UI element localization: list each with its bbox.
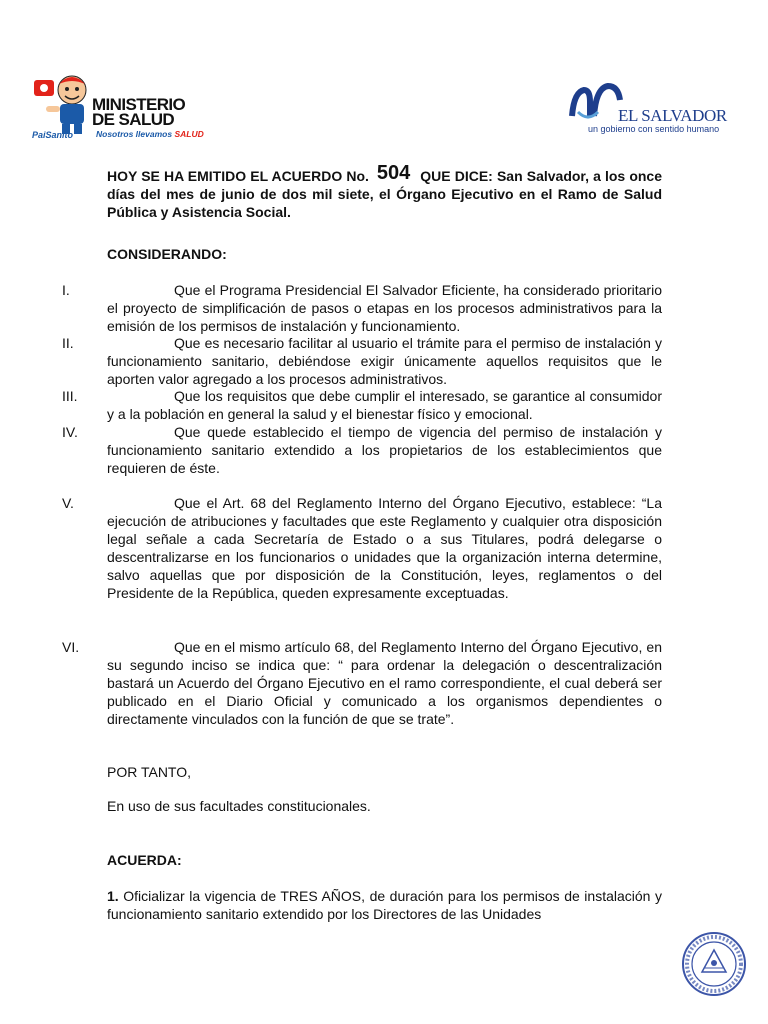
acuerda-heading: ACUERDA: xyxy=(107,852,182,868)
tagline-prefix: Nosotros llevamos xyxy=(96,129,173,139)
considerando-text: Que en el mismo artículo 68, del Reglamento Interno del Órgano Ejecutivo, en su segundo inciso se indica que: “ para ordenar la delegación o descentralización bastará un Acuerdo del Órgano Ejecutivo en el ramo correspondiente, el cual deberá ser publicado en el Diario Oficial y comunicado a los organismos dependientes o directamente vinculados con la función de que se trate”. xyxy=(107,639,662,727)
el-salvador-wordmark: EL SALVADOR xyxy=(618,106,727,125)
ministry-name-line2: DE SALUD xyxy=(92,110,175,129)
paisanito-brand: PaiSanito xyxy=(32,130,74,140)
acuerdo-intro xyxy=(107,162,662,221)
tagline-highlight: SALUD xyxy=(174,129,204,139)
acuerdo-number: 504 xyxy=(376,162,411,184)
considerando-text: Que el Art. 68 del Reglamento Interno del Órgano Ejecutivo, establece: “La ejecución de atribuciones y facultades que este Reglamento y cualquier otra disposición legal señale a cada Secretaría de Estado o a sus Titulares, podrá delegarse o descentralizarse en los funcionarios o unidades que la organización interna determine, salvo aquellas que por disposición de la Constitución, leyes, reglamentos o del Presidente de la República, queden expresamente exceptuadas. xyxy=(107,495,662,601)
considerando-numeral: II. xyxy=(62,335,74,351)
facultades-text: En uso de sus facultades constitucionales. xyxy=(107,798,371,814)
ministerio-de-salud-logo xyxy=(32,68,212,146)
official-seal-stamp-icon xyxy=(680,930,748,998)
considerando-numeral: IV. xyxy=(62,424,78,440)
el-salvador-government-logo xyxy=(568,80,738,140)
por-tanto: POR TANTO, xyxy=(107,764,192,780)
considerando-numeral: III. xyxy=(62,388,78,404)
acuerdo-item-text: Oficializar la vigencia de TRES AÑOS, de duración para los permisos de instalación y funcionamiento sanitario extendido por los Directores de las Unidades xyxy=(107,888,662,922)
intro-suffix: QUE DICE: San Salvador, a los once días del mes de junio de dos mil siete, el Órgano Ejecutivo en el Ramo de Salud Pública y Asistencia Social. xyxy=(107,168,662,220)
ministry-tagline xyxy=(96,129,204,139)
intro-prefix: HOY SE HA EMITIDO EL ACUERDO No. xyxy=(107,168,369,184)
considerando-numeral: VI. xyxy=(62,639,80,655)
considerando-numeral: V. xyxy=(62,495,74,511)
government-slogan: un gobierno con sentido humano xyxy=(588,124,720,134)
ministry-name-line1: MINISTERIO xyxy=(92,95,186,114)
considerando-numeral: I. xyxy=(62,282,70,298)
considerando-text: Que es necesario facilitar al usuario el trámite para el permiso de instalación y funcionamiento sanitario, debiéndose exigir únicamente aquellos requisitos que le aporten valor agregado a los procesos administrativos. xyxy=(107,335,662,387)
considerando-text: Que quede establecido el tiempo de vigencia del permiso de instalación y funcionamiento sanitario extendido a los propietarios de los establecimientos que requieren de éste. xyxy=(107,424,662,476)
acuerdo-item-1 xyxy=(107,887,662,923)
considerando-text: Que los requisitos que debe cumplir el interesado, se garantice al consumidor y a la población en general la salud y el bienestar físico y emocional. xyxy=(107,388,662,422)
considerando-heading: CONSIDERANDO: xyxy=(107,246,227,262)
acuerdo-item-number: 1. xyxy=(107,888,119,904)
considerando-text: Que el Programa Presidencial El Salvador Eficiente, ha considerado prioritario el proyecto de simplificación de pasos o etapas en los procesos administrativos para la emisión de los permisos de instalación y funcionamiento. xyxy=(107,282,662,334)
